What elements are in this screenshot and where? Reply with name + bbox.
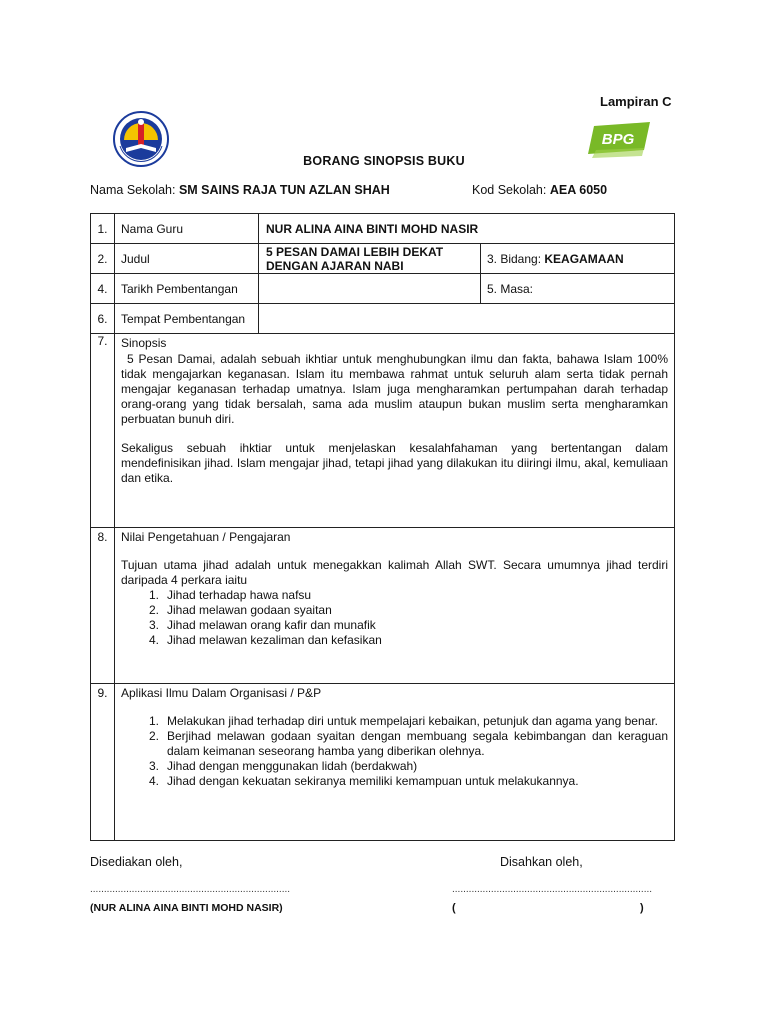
application-list [121, 714, 668, 789]
venue-label: Tempat Pembentangan [115, 304, 259, 334]
teacher-name-value: NUR ALINA AINA BINTI MOHD NASIR [259, 214, 675, 244]
list-item: 4. Jihad dengan kekuatan sekiranya memiliki kemampuan untuk melakukannya. [149, 774, 579, 788]
row-number: 9. [91, 684, 115, 841]
values-list [121, 588, 668, 648]
synopsis-paragraph-1: 5 Pesan Damai, adalah sebuah ikhtiar untuk menghubungkan ilmu dan fakta, bahawa Islam 100% tidak mengajarkan keganasan. Islam itu membawa rahmat untuk seluruh alam serta tidak pernah mengajar keganasan terhadap umatnya. Islam juga mengharamkan pertumpahan darah terhadap orang-orang yang tidak bersalah, sama ada muslim ataupun bukan muslim serta mengharamkan perbuatan bunuh diri. [121, 352, 668, 426]
approved-by-label: Disahkan oleh, [500, 855, 583, 869]
row-number: 8. [91, 528, 115, 684]
school-code-label: Kod Sekolah: [472, 183, 547, 197]
row-number: 2. [91, 244, 115, 274]
form-row-values [91, 528, 675, 684]
field-cell [481, 244, 675, 274]
form-row-application [91, 684, 675, 841]
form-row-venue [91, 304, 675, 334]
values-intro: Tujuan utama jihad adalah untuk menegakkan kalimah Allah SWT. Secara umumnya jihad terdiri daripada 4 perkara iaitu [121, 558, 668, 587]
row-number: 7. [91, 334, 115, 528]
school-name-line [90, 183, 390, 197]
appendix-label: Lampiran C [600, 94, 672, 109]
teacher-name-label: Nama Guru [115, 214, 259, 244]
form-row-synopsis [91, 334, 675, 528]
list-item: 3. Jihad melawan orang kafir dan munafik [149, 618, 376, 632]
row-number: 4. [91, 274, 115, 304]
application-cell [115, 684, 675, 841]
application-label: Aplikasi Ilmu Dalam Organisasi / P&P [121, 686, 322, 700]
form-row-title [91, 244, 675, 274]
field-label: 3. Bidang: [487, 251, 542, 266]
school-code-line [472, 183, 607, 197]
duration-label: 5. Masa: [481, 274, 675, 304]
list-item: 2. Jihad melawan godaan syaitan [149, 603, 332, 617]
book-title-line2: DENGAN AJARAN NABI [266, 258, 404, 273]
values-label: Nilai Pengetahuan / Pengajaran [121, 530, 291, 544]
approved-name-close: ) [640, 902, 644, 914]
list-item: 3. Jihad dengan menggunakan lidah (berdakwah) [149, 759, 418, 773]
title-label: Judul [115, 244, 259, 274]
list-item: 1. Jihad terhadap hawa nafsu [149, 588, 312, 602]
row-number: 6. [91, 304, 115, 334]
prepared-by-name: (NUR ALINA AINA BINTI MOHD NASIR) [90, 902, 283, 914]
synopsis-form-table [90, 213, 675, 841]
school-name-value: SM SAINS RAJA TUN AZLAN SHAH [178, 183, 390, 197]
approved-signature-line: ........................................................................ [452, 884, 653, 895]
values-cell [115, 528, 675, 684]
list-item: 2. Berjihad melawan godaan syaitan dengan membuang segala kebimbangan dan keraguan dalam keimanan seseorang hamba yang diberikan olehnya. [149, 729, 668, 758]
synopsis-label: Sinopsis [121, 336, 167, 350]
school-code-value: AEA 6050 [549, 183, 608, 197]
row-number: 1. [91, 214, 115, 244]
approved-name-open: ( [452, 902, 456, 914]
page-title: BORANG SINOPSIS BUKU [303, 154, 465, 168]
form-row-teacher-name [91, 214, 675, 244]
book-title-line1: 5 PESAN DAMAI LEBIH DEKAT [266, 244, 444, 259]
field-value: KEAGAMAAN [544, 251, 624, 266]
prepared-by-label: Disediakan oleh, [90, 855, 183, 869]
prepared-signature-line: ........................................................................ [90, 884, 291, 895]
venue-value [259, 304, 675, 334]
list-item: 4. Jihad melawan kezaliman dan kefasikan [149, 633, 382, 647]
date-label: Tarikh Pembentangan [115, 274, 259, 304]
bpg-logo-text: BPG [601, 131, 635, 148]
list-item: 1. Melakukan jihad terhadap diri untuk mempelajari kebaikan, petunjuk dan agama yang benar. [149, 714, 658, 728]
book-title-value [259, 244, 481, 274]
synopsis-cell [115, 334, 675, 528]
form-row-date [91, 274, 675, 304]
date-value [259, 274, 481, 304]
school-name-label: Nama Sekolah: [90, 183, 176, 197]
synopsis-paragraph-2: Sekaligus sebuah ihktiar untuk menjelaskan kesalahfahaman yang bertentangan dalam mendefinisikan jihad. Islam mengajar jihad, tetapi jihad yang dilakukan itu diiringi ilmu, akal, kemuliaan dan etika. [121, 441, 668, 485]
